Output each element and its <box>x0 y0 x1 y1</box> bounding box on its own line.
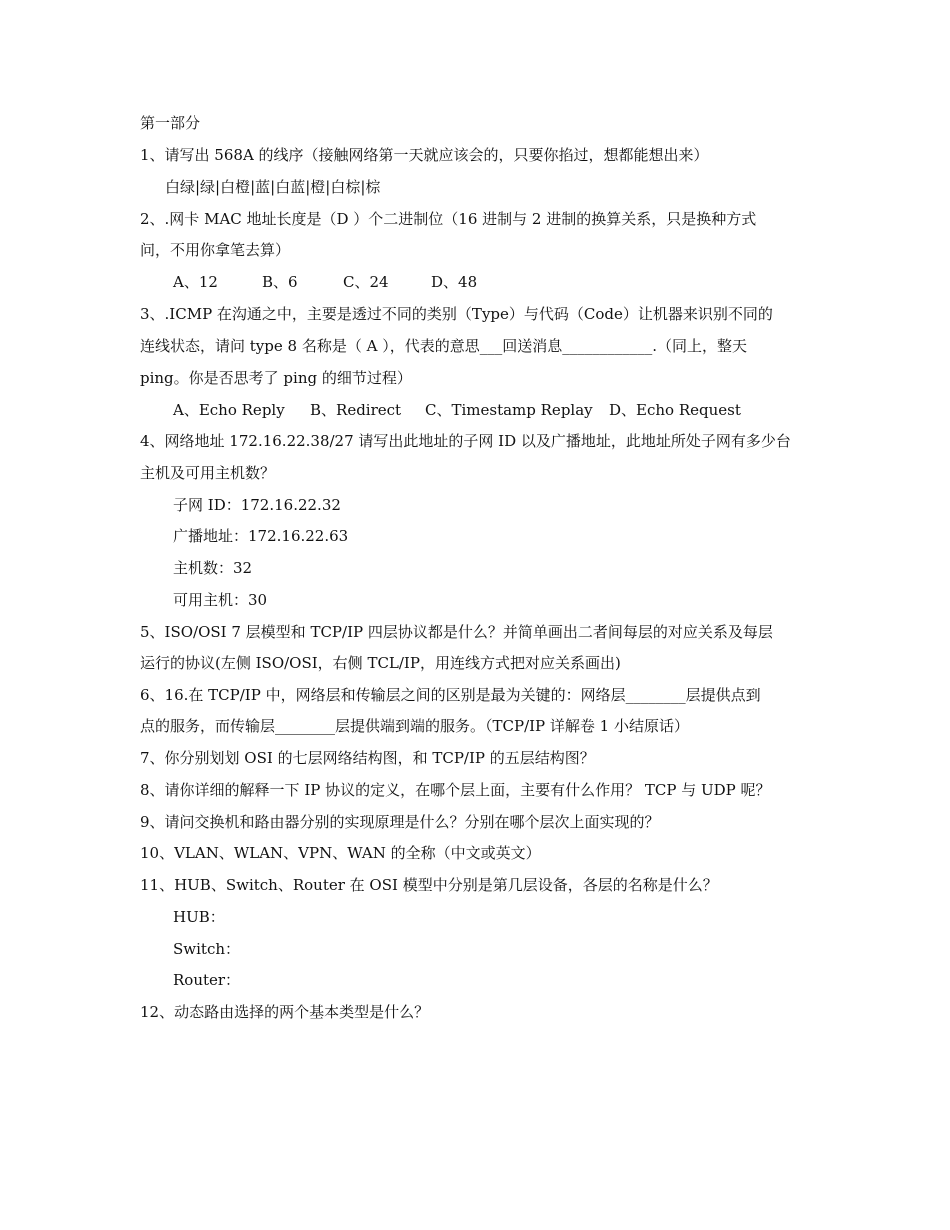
question-2-options <box>173 272 477 292</box>
question-9: 9、请问交换机和路由器分别的实现原理是什么？分别在哪个层次上面实现的？ <box>140 813 660 831</box>
question-11: 11、HUB、Switch、Router 在 OSI 模型中分别是第几层设备，各层的名称是什么？ <box>140 876 718 894</box>
question-4-line-2: 主机及可用主机数？ <box>140 464 276 482</box>
answer-11-hub: HUB： <box>173 908 225 926</box>
question-3-line-1: 3、.ICMP 在沟通之中，主要是透过不同的类别（Type）与代码（Code）让机器来识别不同的 <box>140 305 773 323</box>
answer-4-hosts: 主机数：32 <box>173 559 253 577</box>
question-2-line-2: 问，不用你拿笔去算） <box>140 241 291 259</box>
question-1: 1、请写出 568A 的线序（接触网络第一天就应该会的，只要你掐过，想都能想出来） <box>140 146 709 164</box>
option-d: D、Echo Request <box>609 401 741 419</box>
option-a: A、12 <box>173 273 218 291</box>
question-12: 12、动态路由选择的两个基本类型是什么？ <box>140 1003 430 1021</box>
question-4-line-1: 4、网络地址 172.16.22.38/27 请写出此地址的子网 ID 以及广播地址，此地址所处子网有多少台 <box>140 432 791 450</box>
option-c: C、Timestamp Replay <box>425 401 593 419</box>
question-7: 7、你分别划划 OSI 的七层网络结构图，和 TCP/IP 的五层结构图？ <box>140 749 595 767</box>
question-3-options <box>173 400 741 420</box>
question-3-line-3: ping。你是否思考了 ping 的细节过程） <box>140 369 412 387</box>
option-a: A、Echo Reply <box>173 401 285 419</box>
question-6-line-2: 点的服务，而传输层________层提供端到端的服务。（TCP/IP 详解卷 1 小结原话） <box>140 717 689 735</box>
section-title: 第一部分 <box>140 114 201 132</box>
question-5-line-2: 运行的协议(左侧 ISO/OSI，右侧 TCL/IP，用连线方式把对应关系画出) <box>140 654 621 672</box>
answer-1: 白绿|绿|白橙|蓝|白蓝|橙|白棕|棕 <box>165 178 381 196</box>
answer-11-router: Router： <box>173 971 241 989</box>
answer-4-usable-hosts: 可用主机：30 <box>173 591 268 609</box>
question-6-line-1: 6、16.在 TCP/IP 中，网络层和传输层之间的区别是最为关键的：网络层________层提供点到 <box>140 686 761 704</box>
option-b: B、Redirect <box>310 401 402 419</box>
question-2-line-1: 2、.网卡 MAC 地址长度是（D ）个二进制位（16 进制与 2 进制的换算关系，只是换种方式 <box>140 210 757 228</box>
option-c: C、24 <box>343 273 389 291</box>
option-b: B、6 <box>262 273 298 291</box>
answer-4-subnet-id: 子网 ID：172.16.22.32 <box>173 496 341 514</box>
question-5-line-1: 5、ISO/OSI 7 层模型和 TCP/IP 四层协议都是什么？并简单画出二者间每层的对应关系及每层 <box>140 623 773 641</box>
question-10: 10、VLAN、WLAN、VPN、WAN 的全称（中文或英文） <box>140 844 541 862</box>
answer-4-broadcast: 广播地址：172.16.22.63 <box>173 527 349 545</box>
question-8: 8、请你详细的解释一下 IP 协议的定义，在哪个层上面，主要有什么作用？ TCP 与 UDP 呢？ <box>140 781 771 799</box>
option-d: D、48 <box>431 273 478 291</box>
question-3-line-2: 连线状态，请问 type 8 名称是（ A ），代表的意思___回送消息____________.（同上，整天 <box>140 337 747 355</box>
answer-11-switch: Switch： <box>173 940 241 958</box>
